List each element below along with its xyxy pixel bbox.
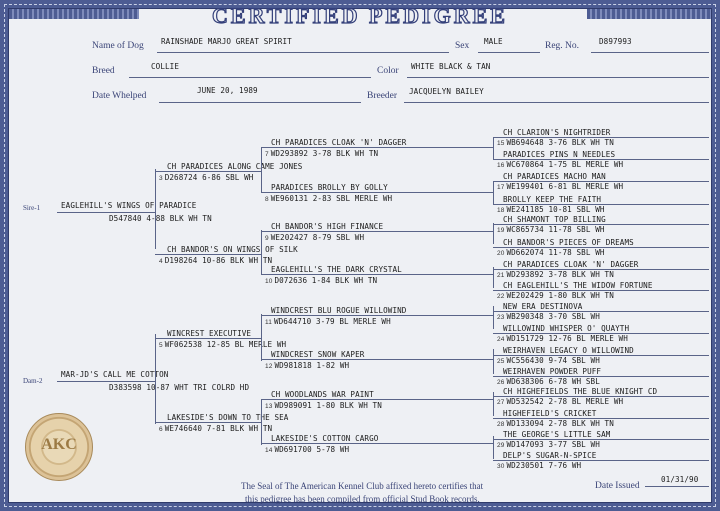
- ancestor-3-info-text: D268724 6-86 SBL WH: [164, 173, 254, 182]
- ancestor-8-underline: [261, 192, 493, 193]
- ancestor-8-info: [265, 194, 392, 203]
- ancestor-18-name: BROLLY KEEP THE FAITH: [503, 195, 602, 204]
- ancestor-28-info: [497, 419, 614, 428]
- bracket-7-down: [493, 147, 494, 159]
- whelped-label: Date Whelped: [92, 91, 147, 101]
- ancestor-24-info: [497, 334, 628, 343]
- breeder-label: Breeder: [367, 91, 398, 101]
- ancestor-25-info: [497, 356, 600, 365]
- akc-seal-letters: AKC: [41, 436, 77, 453]
- dog-name: RAINSHADE MARJO GREAT SPIRIT: [161, 37, 292, 46]
- ancestor-5-underline: [155, 338, 261, 339]
- bracket-8-down: [493, 192, 494, 204]
- name-underline: [157, 52, 449, 53]
- breed-value: COLLIE: [151, 62, 180, 71]
- ancestor-13-num: 13: [265, 403, 273, 410]
- whelped-underline: [159, 102, 361, 103]
- ancestor-8-num: 8: [265, 196, 269, 203]
- sex-value: MALE: [484, 37, 503, 46]
- ancestor-14-info-text: WD691700 5-78 WH: [274, 445, 350, 454]
- ancestor-20-name: CH BANDOR'S PIECES OF DREAMS: [503, 238, 634, 247]
- ancestor-20-num: 20: [497, 250, 505, 257]
- ancestor-30-info-text: WD230501 7-76 WH: [506, 461, 582, 470]
- ancestor-16-num: 16: [497, 162, 505, 169]
- ancestor-16-name: PARADICES PINS N NEEDLES: [503, 150, 616, 159]
- footer-line-2: this pedigree has been compiled from official Stud Book records.: [245, 494, 480, 504]
- ancestor-28-num: 28: [497, 421, 505, 428]
- sex-underline: [478, 52, 540, 53]
- ancestor-24-info-text: WD151729 12-76 BL MERLE WH: [506, 334, 628, 343]
- ancestor-21-num: 21: [497, 272, 505, 279]
- whelped-value: JUNE 20, 1989: [197, 86, 258, 95]
- ancestor-21-info: [497, 270, 614, 279]
- ancestor-17-info-text: WE199401 6-81 BL MERLE WH: [506, 182, 624, 191]
- ancestor-11-info: [265, 317, 391, 326]
- ancestor-19-name: CH SHAMONT TOP BILLING: [503, 215, 606, 224]
- bracket-14-down: [493, 443, 494, 459]
- sire-label: Sire-1: [23, 204, 41, 212]
- ancestor-26-info: [497, 377, 600, 386]
- ancestor-7-name: CH PARADICES CLOAK 'N' DAGGER: [271, 138, 407, 147]
- ancestor-5-info-text: WF062538 12-85 BL MERLE WH: [164, 340, 287, 349]
- ancestor-20-info-text: WD662074 11-78 SBL WH: [506, 248, 605, 257]
- ancestor-23-info: [497, 312, 600, 321]
- ancestor-8-info-text: WE960131 2-83 SBL MERLE WH: [270, 194, 393, 203]
- ancestor-22-num: 22: [497, 293, 505, 300]
- ancestor-10-underline: [261, 274, 493, 275]
- breeder-underline: [404, 102, 709, 103]
- ancestor-24-name: WILLOWIND WHISPER O' QUAYTH: [503, 324, 630, 333]
- akc-seal: [25, 413, 93, 481]
- ancestor-3-underline: [155, 171, 261, 172]
- bracket-3-up: [261, 147, 262, 171]
- ancestor-23-num: 23: [497, 314, 505, 321]
- sire-underline: [57, 212, 155, 213]
- date-issued-value: 01/31/90: [661, 475, 699, 484]
- ancestor-11-num: 11: [265, 319, 272, 326]
- bracket-10-down: [493, 274, 494, 288]
- date-issued-label: Date Issued: [595, 481, 640, 491]
- dam-label: Dam-2: [23, 377, 43, 385]
- ancestor-17-name: CH PARADICES MACHO MAN: [503, 172, 606, 181]
- certificate-title: CERTIFIED PEDIGREE: [212, 3, 508, 28]
- ancestor-7-underline: [261, 147, 493, 148]
- bracket-6-up: [261, 399, 262, 422]
- bracket-13-down: [493, 399, 494, 416]
- ancestor-17-info: [497, 182, 623, 191]
- ancestor-9-name: CH BANDOR'S HIGH FINANCE: [271, 222, 384, 231]
- ancestor-5-info: [159, 340, 286, 349]
- ancestor-16-info-text: WC670864 1-75 BL MERLE WH: [506, 160, 624, 169]
- ancestor-26-info-text: WD638306 6-78 WH SBL: [506, 377, 600, 386]
- color-label: Color: [377, 66, 399, 76]
- ancestor-13-info-text: WD989091 1-80 BLK WH TN: [274, 401, 382, 410]
- ancestor-19-info-text: WC865734 11-78 SBL WH: [506, 225, 605, 234]
- ancestor-4-name: CH BANDOR'S ON WINGS OF SILK: [167, 245, 298, 254]
- ancestor-27-info-text: WD532542 2-78 BL MERLE WH: [506, 397, 624, 406]
- ancestor-11-underline: [261, 315, 493, 316]
- ancestor-9-num: 9: [265, 235, 269, 242]
- ancestor-29-name: THE GEORGE'S LITTLE SAM: [503, 430, 611, 439]
- ancestor-7-info-text: WD293892 3-78 BLK WH TN: [270, 149, 379, 158]
- sire-bracket-lower: [155, 212, 156, 249]
- reg-number: D897993: [599, 37, 632, 46]
- ancestor-9-info-text: WE202427 8-79 SBL WH: [270, 233, 365, 242]
- ancestor-27-num: 27: [497, 399, 505, 406]
- sire-name: EAGLEHILL'S WINGS OF PARADICE: [61, 201, 197, 210]
- ancestor-8-name: PARADICES BROLLY BY GOLLY: [271, 183, 388, 192]
- ancestor-10-name: EAGLEHILL'S THE DARK CRYSTAL: [271, 265, 402, 274]
- ancestor-13-name: CH WOODLANDS WAR PAINT: [271, 390, 374, 399]
- dam-underline: [57, 381, 155, 382]
- ancestor-17-num: 17: [497, 184, 505, 191]
- ancestor-6-num: 6: [159, 426, 163, 433]
- ancestor-3-name: CH PARADICES ALONG CAME JONES: [167, 162, 303, 171]
- ancestor-5-name: WINCREST EXECUTIVE: [167, 329, 252, 338]
- ancestor-10-info: [265, 276, 377, 285]
- date-issued-underline: [645, 486, 709, 487]
- bracket-5-down: [261, 338, 262, 361]
- ancestor-15-info-text: WB694648 3-76 BLK WH TN: [506, 138, 614, 147]
- bracket-12-up: [493, 349, 494, 359]
- ancestor-13-info: [265, 401, 382, 410]
- ancestor-9-info: [265, 233, 364, 242]
- sire-info: D547840 4-88 BLK WH TN: [109, 214, 212, 223]
- ancestor-6-info-text: WE746640 7-81 BLK WH TN: [164, 424, 273, 433]
- breed-underline: [129, 77, 371, 78]
- ancestor-9-underline: [261, 231, 493, 232]
- color-underline: [407, 77, 709, 78]
- ancestor-30-num: 30: [497, 463, 505, 470]
- ancestor-15-name: CH CLARION'S NIGHTRIDER: [503, 128, 611, 137]
- bracket-4-down: [261, 254, 262, 275]
- ancestor-21-info-text: WD293892 3-78 BLK WH TN: [506, 270, 614, 279]
- ancestor-4-info: [159, 256, 272, 265]
- ancestor-29-num: 29: [497, 442, 505, 449]
- bracket-5-up: [261, 314, 262, 338]
- ancestor-3-info: [159, 173, 253, 182]
- bracket-7-up: [493, 137, 494, 147]
- reg-label: Reg. No.: [545, 41, 580, 51]
- ancestor-24-num: 24: [497, 336, 505, 343]
- ancestor-20-info: [497, 248, 605, 257]
- bracket-3-down: [261, 171, 262, 193]
- ancestor-14-name: LAKESIDE'S COTTON CARGO: [271, 434, 379, 443]
- ancestor-12-info: [265, 361, 349, 370]
- sire-bracket: [155, 169, 156, 212]
- dam-bracket: [155, 334, 156, 381]
- ancestor-12-num: 12: [265, 363, 273, 370]
- bracket-12-down: [493, 359, 494, 374]
- ancestor-4-num: 4: [159, 258, 163, 265]
- ancestor-15-num: 15: [497, 140, 505, 147]
- footer-line-1: The Seal of The American Kennel Club affixed hereto certifies that: [241, 481, 484, 491]
- ancestor-28-info-text: WD133094 2-78 BLK WH TN: [506, 419, 614, 428]
- ancestor-22-info-text: WE202429 1-80 BLK WH TN: [506, 291, 614, 300]
- dam-name: MAR-JD'S CALL ME COTTON: [61, 370, 169, 379]
- ancestor-3-num: 3: [159, 175, 163, 182]
- ancestor-21-name: CH PARADICES CLOAK 'N' DAGGER: [503, 260, 639, 269]
- ancestor-6-name: LAKESIDE'S DOWN TO THE SEA: [167, 413, 289, 422]
- ancestor-26-num: 26: [497, 379, 505, 386]
- ancestor-14-num: 14: [265, 447, 273, 454]
- ancestor-12-name: WINDCREST SNOW KAPER: [271, 350, 365, 359]
- sex-label: Sex: [455, 41, 470, 51]
- ancestor-12-info-text: WD981818 1-82 WH: [274, 361, 350, 370]
- ancestor-23-name: NEW ERA DESTINOVA: [503, 302, 583, 311]
- ancestor-30-name: DELP'S SUGAR-N-SPICE: [503, 451, 597, 460]
- bracket-8-up: [493, 181, 494, 192]
- ancestor-15-info: [497, 138, 614, 147]
- ancestor-30-info: [497, 461, 581, 470]
- ancestor-4-underline: [155, 254, 261, 255]
- ancestor-26-name: WEIRHAVEN POWDER PUFF: [503, 367, 602, 376]
- breed-label: Breed: [92, 66, 115, 76]
- ancestor-4-info-text: D198264 10-86 BLK WH TN: [164, 256, 273, 265]
- ancestor-19-info: [497, 225, 605, 234]
- bracket-11-down: [493, 315, 494, 329]
- ancestor-27-name: CH HIGHEFIELDS THE BLUE KNIGHT CD: [503, 387, 658, 396]
- ancestor-10-info-text: D072636 1-84 BLK WH TN: [274, 276, 378, 285]
- ancestor-14-info: [265, 445, 349, 454]
- ancestor-6-underline: [155, 422, 261, 423]
- ancestor-7-num: 7: [265, 151, 269, 158]
- ancestor-11-info-text: WD644710 3-79 BL MERLE WH: [273, 317, 391, 326]
- bracket-6-down: [261, 422, 262, 445]
- ancestor-11-name: WINDCREST BLU ROGUE WILLOWIND: [271, 306, 407, 315]
- ancestor-10-num: 10: [265, 278, 273, 285]
- name-label: Name of Dog: [92, 41, 144, 51]
- ancestor-25-num: 25: [497, 358, 505, 365]
- breeder-value: JACQUELYN BAILEY: [409, 87, 484, 96]
- ancestor-7-info: [265, 149, 378, 158]
- ancestor-14-underline: [261, 443, 493, 444]
- ancestor-6-info: [159, 424, 272, 433]
- dam-info: D383598 10-87 WHT TRI COLRD HD: [109, 383, 250, 392]
- color-value: WHITE BLACK & TAN: [411, 62, 491, 71]
- ancestor-12-underline: [261, 359, 493, 360]
- ancestor-18-num: 18: [497, 207, 505, 214]
- ancestor-18-info: [497, 205, 605, 214]
- ancestor-29-info: [497, 440, 600, 449]
- ancestor-16-info: [497, 160, 623, 169]
- ancestor-28-name: HIGHEFIELD'S CRICKET: [503, 409, 597, 418]
- ancestor-27-info: [497, 397, 623, 406]
- ancestor-22-info: [497, 291, 614, 300]
- ancestor-13-underline: [261, 399, 493, 400]
- reg-underline: [591, 52, 709, 53]
- ancestor-19-num: 19: [497, 227, 505, 234]
- ancestor-29-info-text: WD147093 3-77 SBL WH: [506, 440, 600, 449]
- dam-bracket-lower: [155, 381, 156, 424]
- ancestor-23-info-text: WB290348 3-70 SBL WH: [506, 312, 600, 321]
- bracket-9-down: [493, 231, 494, 244]
- ancestor-18-info-text: WE241185 10-81 SBL WH: [506, 205, 605, 214]
- bracket-4-up: [261, 230, 262, 254]
- ancestor-22-name: CH EAGLEHILL'S THE WIDOW FORTUNE: [503, 281, 653, 290]
- ancestor-25-info-text: WC556430 9-74 SBL WH: [506, 356, 600, 365]
- ancestor-25-name: WEIRHAVEN LEGACY O WILLOWIND: [503, 346, 634, 355]
- ancestor-5-num: 5: [159, 342, 163, 349]
